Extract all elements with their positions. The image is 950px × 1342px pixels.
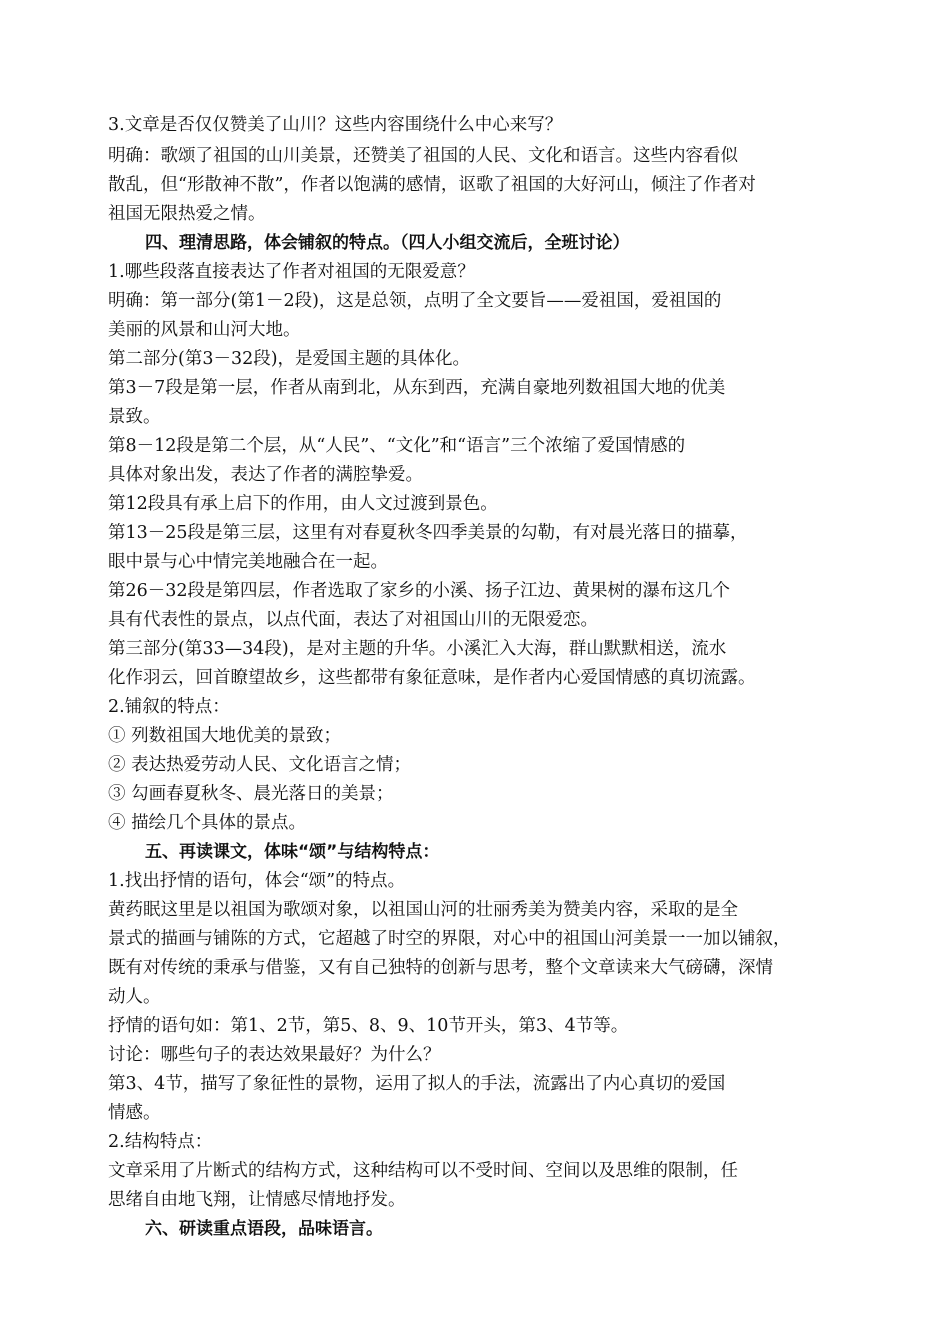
text-line: 第13－25段是第三层，这里有对春夏秋冬四季美景的勾勒，有对晨光落日的描摹，: [108, 523, 748, 543]
text-line: 明确：第一部分(第1－2段)，这是总领，点明了全文要旨——爱祖国，爱祖国的: [108, 291, 722, 311]
text-line: 化作羽云，回首瞭望故乡，这些都带有象征意味，是作者内心爱国情感的真切流露。: [108, 668, 756, 688]
list-item: ③ 勾画春夏秋冬、晨光落日的美景；: [108, 784, 394, 804]
section-heading-5: 五、再读课文，体味“颂”与结构特点：: [145, 842, 440, 862]
text-line: 思绪自由地飞翔，让情感尽情地抒发。: [108, 1190, 406, 1210]
section-heading-6: 六、研读重点语段，品味语言。: [145, 1219, 383, 1239]
list-item: ① 列数祖国大地优美的景致；: [108, 726, 342, 746]
list-item: ④ 描绘几个具体的景点。: [108, 813, 307, 833]
text-line: 文章采用了片断式的结构方式，这种结构可以不受时间、空间以及思维的限制，任: [108, 1161, 738, 1181]
text-line: 景式的描画与铺陈的方式，它超越了时空的界限，对心中的祖国山河美景一一加以铺叙，: [108, 929, 791, 949]
text-line: 第3、4节，描写了象征性的景物，运用了拟人的手法，流露出了内心真切的爱国: [108, 1074, 726, 1094]
text-line: 具有代表性的景点，以点代面，表达了对祖国山川的无限爱恋。: [108, 610, 598, 630]
list-item: ② 表达热爱劳动人民、文化语言之情；: [108, 755, 412, 775]
text-line: 既有对传统的秉承与借鉴，又有自己独特的创新与思考，整个文章读来大气磅礴，深情: [108, 958, 773, 978]
text-line: 黄药眠这里是以祖国为歌颂对象，以祖国山河的壮丽秀美为赞美内容，采取的是全: [108, 900, 738, 920]
section-heading-4: 四、理清思路，体会铺叙的特点。（四人小组交流后，全班讨论）: [145, 233, 630, 253]
text-line: 第8－12段是第二个层，从“人民”、“文化”和“语言”三个浓缩了爱国情感的: [108, 436, 686, 456]
text-line: 祖国无限热爱之情。: [108, 204, 266, 224]
text-line: 1.哪些段落直接表达了作者对祖国的无限爱意？: [108, 262, 475, 282]
text-line: 抒情的语句如：第1、2节，第5、8、9、10节开头，第3、4节等。: [108, 1016, 629, 1036]
text-line: 景致。: [108, 407, 161, 427]
text-line: 动人。: [108, 987, 161, 1007]
text-line: 第三部分(第33—34段)，是对主题的升华。小溪汇入大海，群山默默相送，流水: [108, 639, 727, 659]
text-line: 具体对象出发，表达了作者的满腔挚爱。: [108, 465, 423, 485]
text-line: 第12段具有承上启下的作用，由人文过渡到景色。: [108, 494, 498, 514]
text-line: 3.文章是否仅仅赞美了山川？这些内容围绕什么中心来写？: [108, 115, 563, 135]
text-line: 第3－7段是第一层，作者从南到北，从东到西，充满自豪地列数祖国大地的优美: [108, 378, 726, 398]
text-line: 2.铺叙的特点：: [108, 697, 230, 717]
text-line: 眼中景与心中情完美地融合在一起。: [108, 552, 388, 572]
text-line: 明确：歌颂了祖国的山川美景，还赞美了祖国的人民、文化和语言。这些内容看似: [108, 146, 738, 166]
text-line: 1.找出抒情的语句，体会“颂”的特点。: [108, 871, 406, 891]
text-line: 第26－32段是第四层，作者选取了家乡的小溪、扬子江边、黄果树的瀑布这几个: [108, 581, 731, 601]
text-line: 第二部分(第3－32段)，是爱国主题的具体化。: [108, 349, 471, 369]
text-line: 情感。: [108, 1103, 161, 1123]
text-line: 2.结构特点：: [108, 1132, 213, 1152]
text-line: 散乱，但“形散神不散”，作者以饱满的感情，讴歌了祖国的大好河山，倾注了作者对: [108, 175, 756, 195]
text-line: 讨论：哪些句子的表达效果最好？为什么？: [108, 1045, 441, 1065]
text-line: 美丽的风景和山河大地。: [108, 320, 301, 340]
